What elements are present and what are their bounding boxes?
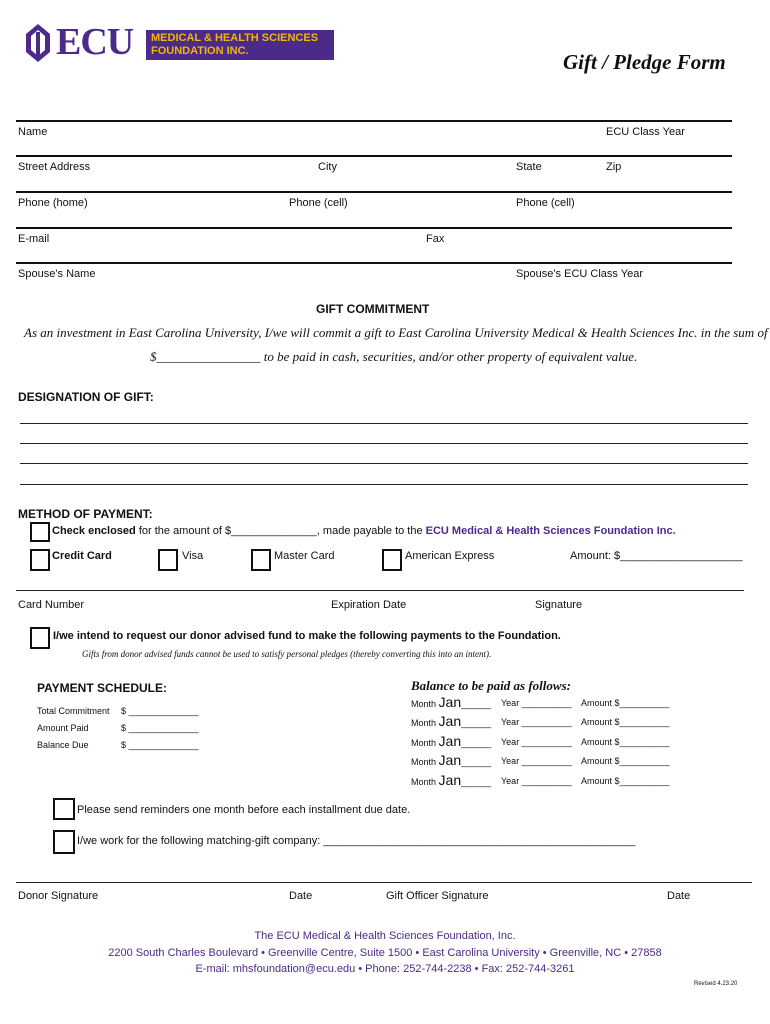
schedule-amount[interactable]: Amount $__________ [581, 717, 670, 727]
city-label: City [318, 161, 337, 173]
donor-signature-label: Donor Signature [18, 890, 99, 902]
schedule-year[interactable]: Year __________ [501, 717, 572, 727]
total-value[interactable]: $ ______________ [121, 706, 199, 716]
card-line [16, 590, 744, 591]
officer-date-label: Date [667, 890, 691, 902]
phone-home-label: Phone (home) [18, 197, 88, 209]
logo-sub2: FOUNDATION INC. [151, 45, 249, 57]
schedule-row [411, 733, 491, 749]
expiration-label: Expiration Date [331, 599, 407, 611]
month-label: Month [411, 757, 437, 767]
amex-checkbox[interactable] [382, 549, 402, 571]
designation-line-3 [20, 463, 748, 464]
month-label: Month [411, 738, 437, 748]
info-rule-5 [16, 262, 732, 264]
signature-line [16, 882, 752, 883]
phone-cell-label-2: Phone (cell) [516, 197, 575, 209]
month-tail: ______ [461, 718, 492, 728]
schedule-row [411, 713, 491, 729]
pirate-helmet-icon [22, 22, 54, 64]
officer-signature-label: Gift Officer Signature [386, 890, 489, 902]
check-payee: ECU Medical & Health Sciences Foundation Inc. [425, 525, 676, 537]
month-tail: ______ [461, 699, 492, 709]
revised-date: Revised 4.23.20 [694, 981, 738, 987]
month-value[interactable]: Jan [438, 733, 462, 749]
due-value[interactable]: $ ______________ [121, 740, 199, 750]
amount-field[interactable]: Amount: $____________________ [570, 550, 743, 562]
paid-label: Amount Paid [37, 723, 89, 733]
amex-label: American Express [405, 550, 495, 562]
signature-label: Signature [535, 599, 583, 611]
spouse-year-label: Spouse’s ECU Class Year [516, 268, 643, 280]
schedule-amount[interactable]: Amount $__________ [581, 698, 670, 708]
email-label: E-mail [18, 233, 50, 245]
schedule-amount[interactable]: Amount $__________ [581, 737, 670, 747]
due-label: Balance Due [37, 740, 89, 750]
matching-checkbox[interactable] [53, 830, 75, 854]
designation-line-1 [20, 423, 748, 424]
logo-text: ECU [56, 21, 134, 63]
schedule-amount[interactable]: Amount $__________ [581, 756, 670, 766]
name-label: Name [18, 126, 48, 138]
matching-label[interactable]: I/we work for the following matching-gift company: ___________________________________________________ [77, 835, 636, 847]
daf-note: Gifts from donor advised funds cannot be used to satisfy personal pledges (thereby converting this into an intent). [82, 649, 492, 659]
check-enclosed-checkbox[interactable] [30, 522, 50, 542]
visa-checkbox[interactable] [158, 549, 178, 571]
phone-cell-label-1: Phone (cell) [289, 197, 348, 209]
form-title: Gift / Pledge Form [563, 50, 726, 74]
logo-banner [146, 30, 334, 60]
info-rule-2 [16, 155, 732, 157]
check-amount-text: for the amount of $______________, made payable to the [135, 525, 426, 537]
info-rule-4 [16, 227, 732, 229]
credit-card-checkbox[interactable] [30, 549, 50, 571]
footer-address: 2200 South Charles Boulevard • Greenville Centre, Suite 1500 • East Carolina University • Greenville, NC • 27858 [108, 947, 662, 959]
mastercard-label: Master Card [274, 550, 335, 562]
visa-label: Visa [182, 550, 204, 562]
zip-label: Zip [606, 161, 622, 173]
reminders-checkbox[interactable] [53, 798, 75, 820]
commitment-heading: GIFT COMMITMENT [316, 302, 430, 316]
month-tail: ______ [461, 738, 492, 748]
month-value[interactable]: Jan [438, 694, 462, 710]
logo-sub1: MEDICAL & HEALTH SCIENCES [151, 32, 319, 44]
month-label: Month [411, 699, 437, 709]
schedule-row [411, 752, 491, 768]
card-number-label: Card Number [18, 599, 85, 611]
schedule-year[interactable]: Year __________ [501, 776, 572, 786]
daf-label: I/we intend to request our donor advised fund to make the following payments to the Foundation. [53, 630, 561, 642]
reminders-label: Please send reminders one month before each installment due date. [77, 804, 411, 816]
daf-checkbox[interactable] [30, 627, 50, 649]
mastercard-checkbox[interactable] [251, 549, 271, 571]
month-label: Month [411, 718, 437, 728]
month-label: Month [411, 777, 437, 787]
check-enclosed-line [52, 525, 676, 537]
spouse-name-label: Spouse’s Name [18, 268, 96, 280]
month-value[interactable]: Jan [438, 772, 462, 788]
donor-date-label: Date [289, 890, 313, 902]
street-label: Street Address [18, 161, 91, 173]
commitment-line-1: As an investment in East Carolina University, I/we will commit a gift to East Carolina University Medical & Health Sciences Inc. in the sum of [24, 325, 768, 340]
class-year-label: ECU Class Year [606, 126, 685, 138]
footer-org: The ECU Medical & Health Sciences Foundation, Inc. [254, 930, 516, 942]
schedule-year[interactable]: Year __________ [501, 756, 572, 766]
payment-heading: METHOD OF PAYMENT: [18, 507, 153, 521]
designation-line-4 [20, 484, 748, 485]
month-value[interactable]: Jan [438, 713, 462, 729]
commitment-line-2: $________________ to be paid in cash, securities, and/or other property of equivalent value. [150, 349, 638, 364]
schedule-year[interactable]: Year __________ [501, 737, 572, 747]
month-tail: ______ [461, 757, 492, 767]
fax-label: Fax [426, 233, 445, 245]
schedule-row [411, 772, 491, 788]
schedule-year[interactable]: Year __________ [501, 698, 572, 708]
paid-value[interactable]: $ ______________ [121, 723, 199, 733]
designation-heading: DESIGNATION OF GIFT: [18, 390, 154, 404]
schedule-amount[interactable]: Amount $__________ [581, 776, 670, 786]
schedule-heading: PAYMENT SCHEDULE: [37, 681, 168, 695]
total-label: Total Commitment [37, 706, 110, 716]
credit-card-label: Credit Card [52, 550, 112, 562]
schedule-row [411, 694, 491, 710]
balance-heading: Balance to be paid as follows: [411, 678, 571, 693]
designation-line-2 [20, 443, 748, 444]
state-label: State [516, 161, 542, 173]
check-enclosed-label: Check enclosed [52, 525, 136, 537]
month-value[interactable]: Jan [438, 752, 462, 768]
footer-contact: E-mail: mhsfoundation@ecu.edu • Phone: 252-744-2238 • Fax: 252-744-3261 [195, 963, 575, 975]
info-rule-1 [16, 120, 732, 122]
ecu-logo [22, 22, 337, 66]
info-rule-3 [16, 191, 732, 193]
month-tail: ______ [461, 777, 492, 787]
